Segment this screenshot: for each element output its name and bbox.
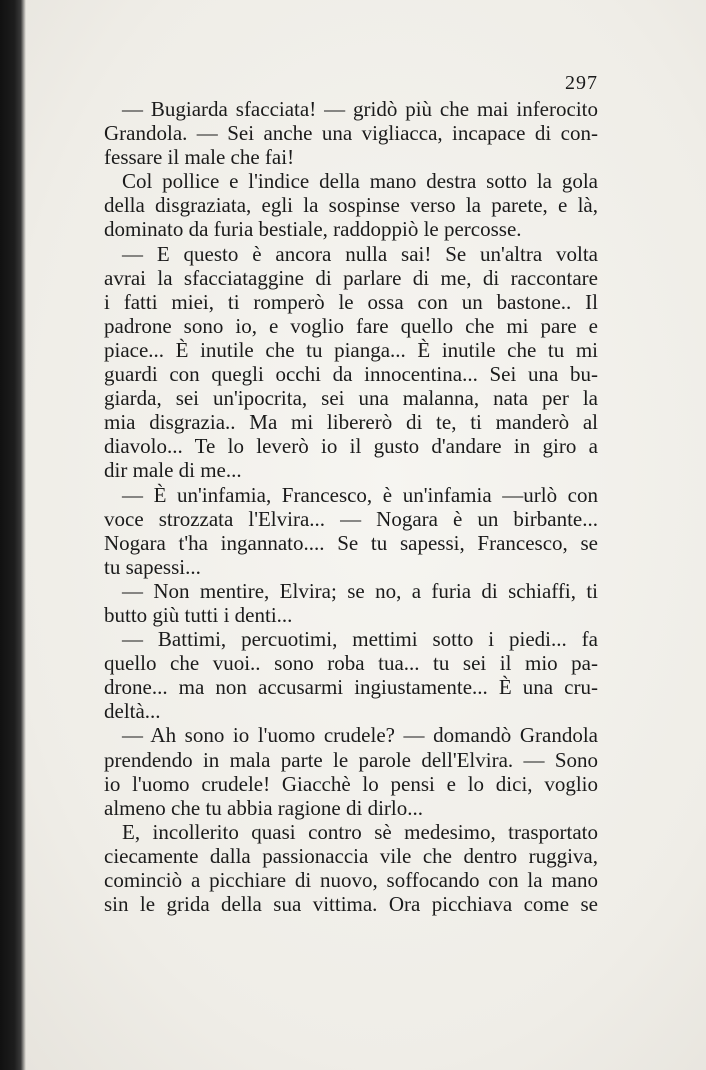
body-text	[104, 97, 598, 916]
text-line: ciecamente dalla passionaccia vile che dentro ruggiva,	[104, 843, 598, 868]
text-line: Nogara t'ha ingannato.... Se tu sapessi, Francesco, se	[104, 530, 598, 555]
text-line: — E questo è ancora nulla sai! Se un'altra volta	[122, 241, 598, 266]
page-number: 297	[565, 72, 598, 94]
text-line: almeno che tu abbia ragione di dirlo...	[104, 795, 423, 820]
text-line: sin le grida della sua vittima. Ora picchiava come se	[104, 892, 598, 917]
text-line: cominciò a picchiare di nuovo, soffocando con la mano	[104, 868, 598, 892]
text-line: drone... ma non accusarmi ingiustamente... È una cru-	[104, 675, 598, 700]
text-line: voce strozzata l'Elvira... — Nogara è un birbante...	[104, 506, 598, 531]
text-line: Grandola. — Sei anche una vigliacca, incapace di con-	[104, 121, 598, 146]
text-line: prendendo in mala parte le parole dell'Elvira. — Sono	[104, 747, 598, 772]
text-line: i fatti miei, ti romperò le ossa con un bastone.. Il	[104, 289, 598, 314]
text-line: butto giù tutti i denti...	[104, 602, 293, 627]
book-spine-shadow	[0, 0, 26, 1070]
text-line: piace... È inutile che tu pianga... È inutile che tu mi	[104, 337, 598, 362]
text-line: — Battimi, percuotimi, mettimi sotto i piedi... fa	[122, 627, 598, 652]
text-line: E, incollerito quasi contro sè medesimo, trasportato	[122, 819, 598, 844]
text-line: guardi con quegli occhi da innocentina... Sei una bu-	[104, 362, 598, 387]
text-line: — Ah sono io l'uomo crudele? — domandò Grandola	[122, 723, 598, 748]
text-line: fessare il male che fai!	[104, 145, 295, 170]
text-line: tu sapessi...	[104, 554, 201, 579]
text-line: giarda, sei un'ipocrita, sei una malanna, nata per la	[104, 386, 598, 411]
text-line: — È un'infamia, Francesco, è un'infamia —urlò con	[122, 482, 598, 507]
text-line: io l'uomo crudele! Giacchè lo pensi e lo dici, voglio	[104, 771, 598, 796]
text-line: Col pollice e l'indice della mano destra sotto la gola	[122, 169, 598, 194]
text-line: — Bugiarda sfacciata! — gridò più che mai inferocito	[122, 97, 598, 121]
text-line: — Non mentire, Elvira; se no, a furia di schiaffi, ti	[122, 578, 598, 603]
text-line: mia disgrazia.. Ma mi libererò di te, ti manderò al	[104, 410, 598, 435]
text-line: dir male di me...	[104, 458, 242, 483]
text-line: deltà...	[104, 699, 161, 724]
text-line: della disgraziata, egli la sospinse verso la parete, e là,	[104, 193, 598, 218]
text-line: padrone sono io, e voglio fare quello che mi pare e	[104, 313, 598, 338]
text-line: diavolo... Te lo leverò io il gusto d'andare in giro a	[104, 434, 598, 459]
text-line: quello che vuoi.. sono roba tua... tu sei il mio pa-	[104, 651, 598, 676]
text-line: dominato da furia bestiale, raddoppiò le percosse.	[104, 217, 522, 242]
text-line: avrai la sfacciataggine di parlare di me, di raccontare	[104, 265, 598, 290]
